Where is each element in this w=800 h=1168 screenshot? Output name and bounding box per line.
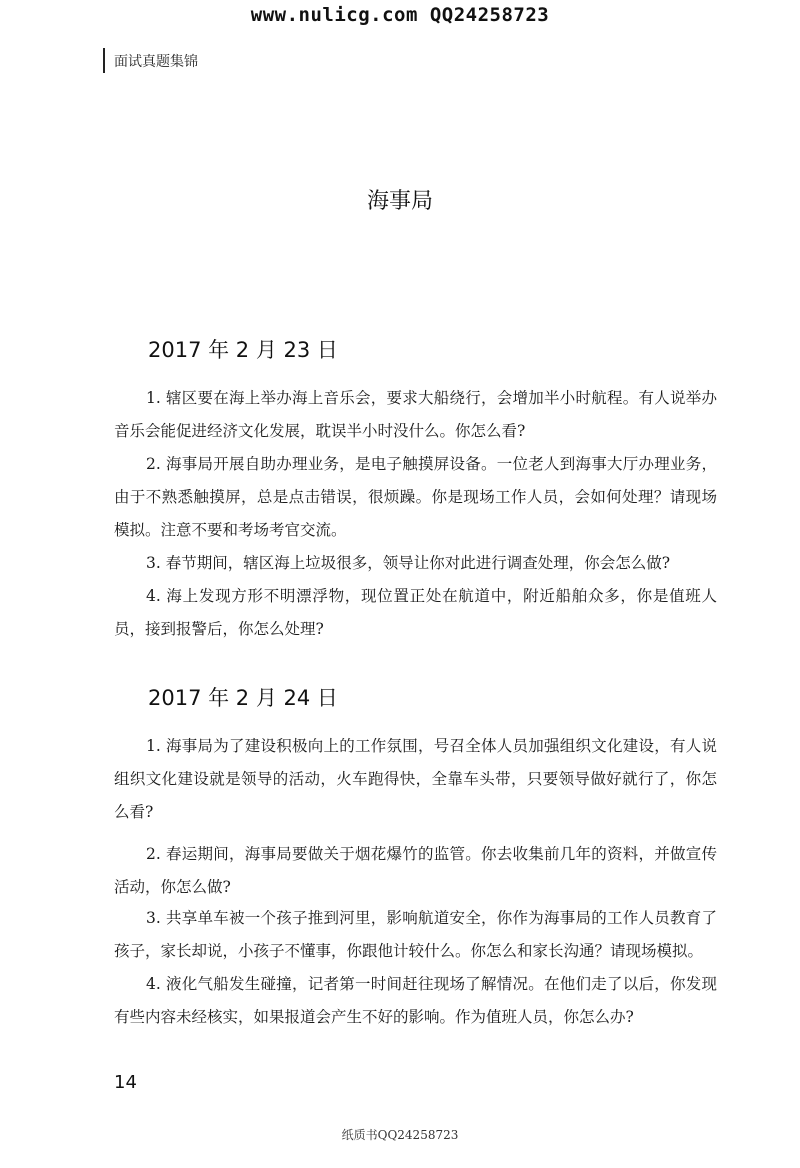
header-divider — [103, 48, 105, 73]
question-item: 4. 液化气船发生碰撞，记者第一时间赶往现场了解情况。在他们走了以后，你发现有些内容未经核实，如果报道会产生不好的影响。作为值班人员，你怎么办? — [114, 975, 717, 1026]
question-item: 2. 海事局开展自助办理业务，是电子触摸屏设备。一位老人到海事大厅办理业务，由于不熟悉触摸屏，总是点击错误，很烦躁。你是现场工作人员，会如何处理？请现场模拟。注意不要和考场考官交流。 — [114, 455, 717, 539]
question-item: 1. 海事局为了建设积极向上的工作氛围，号召全体人员加强组织文化建设，有人说组织文化建设就是领导的活动，火车跑得快，全靠车头带，只要领导做好就行了，你怎么看? — [114, 737, 717, 821]
page-title: 海事局 — [366, 189, 433, 214]
page-number: 14 — [114, 1072, 137, 1093]
running-header: 面试真题集锦 — [114, 54, 198, 70]
question-item: 3. 共享单车被一个孩子推到河里，影响航道安全，你作为海事局的工作人员教育了孩子，家长却说，小孩子不懂事，你跟他计较什么。你怎么和家长沟通？请现场模拟。 — [114, 909, 717, 960]
question-item: 1. 辖区要在海上举办海上音乐会，要求大船绕行，会增加半小时航程。有人说举办音乐会能促进经济文化发展，耽误半小时没什么。你怎么看? — [114, 389, 717, 440]
footer-watermark: 纸质书QQ24258723 — [341, 1128, 459, 1142]
top-watermark: www.nulicg.com QQ24258723 — [250, 4, 550, 26]
question-item: 4. 海上发现方形不明漂浮物，现位置正处在航道中，附近船舶众多，你是值班人员，接到报警后，你怎么处理? — [114, 587, 717, 638]
question-item: 2. 春运期间，海事局要做关于烟花爆竹的监管。你去收集前几年的资料，并做宣传活动，你怎么做? — [114, 845, 717, 896]
question-item: 3. 春节期间，辖区海上垃圾很多，领导让你对此进行调查处理，你会怎么做? — [146, 554, 671, 572]
section-date: 2017 年 2 月 23 日 — [148, 338, 338, 362]
section-date: 2017 年 2 月 24 日 — [148, 686, 338, 710]
